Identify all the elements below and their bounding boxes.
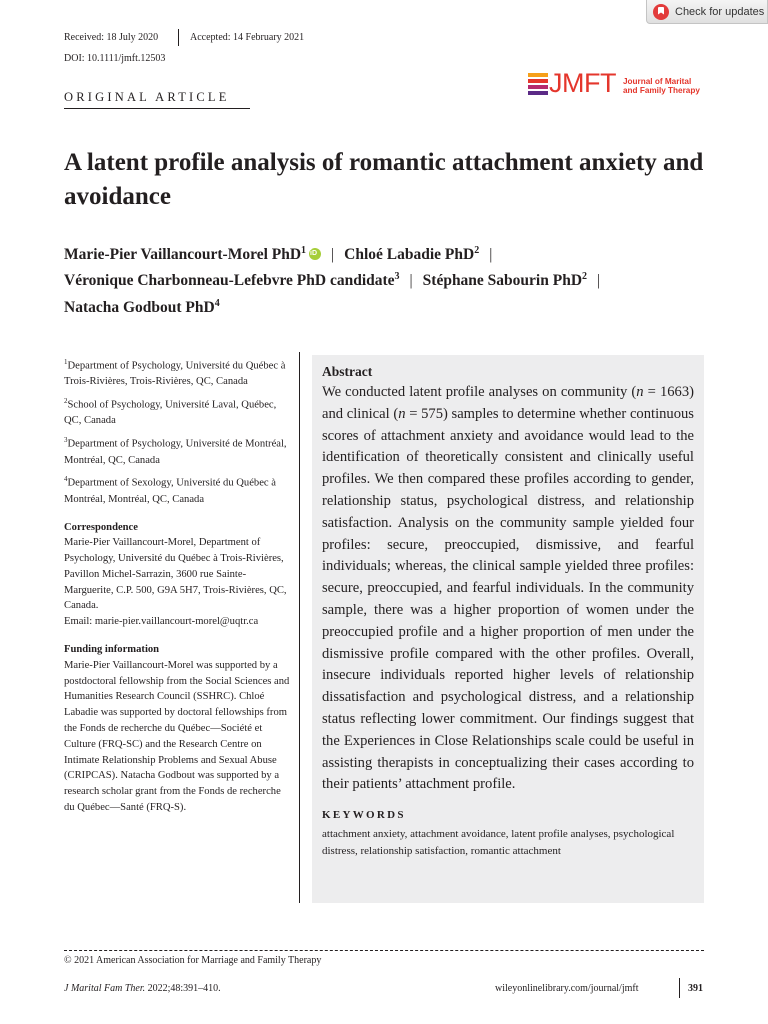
abstract-heading: Abstract	[322, 364, 373, 379]
affiliation: $^3$Department of Psychology, Université de Montréal, Montréal, QC, Canada	[64, 436, 287, 466]
author-line: Marie-Pier Vaillancourt-Morel PhD$^1$iD | Chloé Labadie PhD$^2$ |	[64, 245, 502, 264]
author-line	[64, 298, 220, 317]
author-name[interactable]: Marie-Pier Vaillancourt-Morel PhD$^1$	[64, 245, 307, 264]
affiliation: $^1$Department of Psychology, Université du Québec à Trois-Rivières, Trois-Rivières, QC, Canada	[64, 358, 286, 388]
column-divider	[299, 352, 300, 903]
accepted-date: Accepted: 14 February 2021	[190, 32, 305, 43]
author-line: Véronique Charbonneau-Lefebvre PhD candidate$^3$ | Stéphane Sabourin PhD$^2$ |	[64, 271, 601, 290]
article-type-underline	[64, 108, 250, 109]
logo-bars-icon	[528, 73, 548, 97]
logo-wordmark: JMFT	[549, 68, 616, 98]
journal-url[interactable]: wileyonlinelibrary.com/journal/jmft	[495, 983, 639, 994]
correspondence-heading: Correspondence	[64, 521, 138, 533]
author-name[interactable]: Véronique Charbonneau-Lefebvre PhD candidate$^3$	[64, 271, 400, 290]
sidebar-column	[64, 355, 292, 816]
funding-heading: Funding information	[64, 644, 160, 656]
page-number-divider	[679, 978, 680, 998]
journal-citation: J Marital Fam Ther. 2022;48:391–410.	[64, 983, 221, 994]
funding-text: Marie-Pier Vaillancourt-Morel was supported by a postdoctoral fellowship from the Social Sciences and Humanities Research Council (SSHRC). Chloé Labadie was supported by doctoral fellowships from the Fonds de recherche du Québec—Société et Culture (FRQ-SC) and the Research Centre on Intimate Relationship Problems and Sexual Abuse (CRIPCAS). Natacha Godbout was supported by a research scholar grant from the Fonds de recherche du Québec—Santé (FRQ-S).	[64, 659, 290, 814]
bookmark-icon	[653, 4, 669, 20]
orcid-icon[interactable]	[309, 248, 321, 260]
author-name[interactable]: Stéphane Sabourin PhD$^2$	[422, 271, 588, 290]
received-date: Received: 18 July 2020	[64, 32, 159, 43]
metadata-divider	[178, 29, 179, 46]
abstract-box	[312, 355, 704, 903]
logo-subtitle: Journal of Marital and Family Therapy	[623, 77, 700, 95]
keywords-heading: KEYWORDS	[322, 809, 406, 822]
doi[interactable]: DOI: 10.1111/jmft.12503	[64, 53, 166, 64]
correspondence-email[interactable]: Email: marie-pier.vaillancourt-morel@uqtr.ca	[64, 616, 259, 628]
check-for-updates-label: Check for updates	[675, 5, 765, 18]
copyright: © 2021 American Association for Marriage and Family Therapy	[64, 955, 322, 966]
author-name[interactable]: Natacha Godbout PhD$^4$	[64, 298, 220, 317]
author-name[interactable]: Chloé Labadie PhD$^2$	[344, 245, 480, 264]
article-title: A latent profile analysis of romantic attachment anxiety and avoidance	[64, 149, 704, 210]
footer-divider	[64, 950, 704, 951]
keywords-text: attachment anxiety, attachment avoidance, latent profile analyses, psychological distress, relationship satisfaction, romantic attachment	[322, 828, 675, 858]
page-number: 391	[688, 983, 703, 994]
article-type: ORIGINAL ARTICLE	[64, 90, 230, 104]
check-for-updates-button[interactable]	[646, 0, 768, 24]
abstract-text: We conducted latent profile analyses on community (n = 1663) and clinical (n = 575) samples to determine whether continuous scores of attachment anxiety and avoidance would lead to the identification of theoretically consistent and clinically useful profiles. We then compared these profiles according to gender, relationship status, psychological distress, and relationship satisfaction. Analysis on the community sample yielded four profiles: secure, preoccupied, dismissive, and fearful individuals; whereas, the clinical sample yielded three profiles: secure, preoccupied, and fearful individuals. In the community sample, there was a higher proportion of women under the preoccupied profile and a higher proportion of men under the dismissive profile compared with the other profiles. Overall, insecure individuals reported higher levels of relationship dissatisfaction and psychological distress, and a relationship status reflecting lower commitment. Our findings suggest that the Experiences in Close Relationships scale could be useful in assisting therapists in conceptualizing their cases according to their patients’ attachment profile.	[322, 384, 695, 793]
affiliation: $^2$School of Psychology, Université Laval, Québec, QC, Canada	[64, 397, 277, 427]
journal-logo	[528, 68, 708, 101]
affiliation: $^4$Department of Sexology, Université du Québec à Montréal, Montréal, QC, Canada	[64, 475, 276, 505]
correspondence-text: Marie-Pier Vaillancourt-Morel, Department of Psychology, Université du Québec à Trois-Rivières, Pavillon Michel-Sarrazin, 3600 rue Sainte-Marguerite, C.P. 500, G9A 5H7, Trois-Rivières, QC, Canada.	[64, 537, 287, 612]
